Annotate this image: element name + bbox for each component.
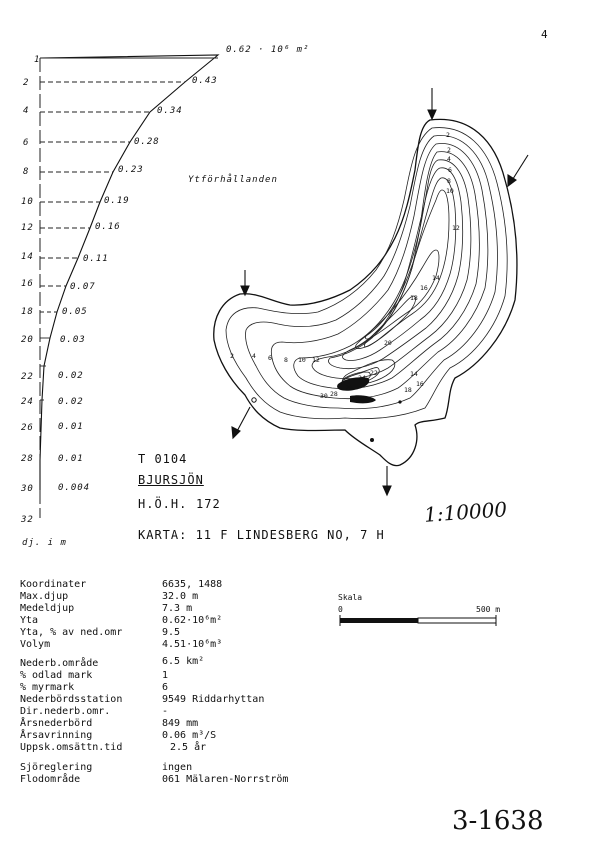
area-label: 0.02 — [58, 371, 84, 381]
depth-tick: 22 — [21, 372, 34, 382]
depth-tick: 28 — [21, 454, 34, 464]
contour-label: 8 — [284, 356, 288, 364]
depth-tick: 20 — [21, 335, 34, 345]
area-label: 0.19 — [104, 196, 130, 206]
param-label: Uppsk.omsättn.tid — [20, 742, 123, 753]
depth-tick: 2 — [23, 78, 30, 88]
contour-label: 2 — [447, 146, 451, 154]
contour-label: 4 — [252, 352, 256, 360]
contour-label: 24 — [358, 374, 366, 382]
param-label: Årsavrinning — [20, 730, 93, 741]
area-label: 0.05 — [62, 307, 88, 317]
param-value: 32.0 m — [162, 591, 199, 602]
area-label: 0.34 — [157, 106, 183, 116]
archive-number: 3-1638 — [452, 806, 544, 836]
contour-label: 6 — [448, 166, 452, 174]
param-label: Sjöreglering — [20, 762, 93, 773]
param-label: Volym — [20, 639, 51, 650]
param-value: 7.3 m — [162, 603, 193, 614]
scale-end: 500 m — [476, 605, 501, 614]
contour-label: 4 — [447, 155, 451, 163]
area-label: 0.01 — [58, 454, 84, 464]
depth-tick: 26 — [21, 423, 34, 433]
param-value: ingen — [162, 762, 193, 773]
contour-label: 8 — [447, 177, 451, 185]
contour-label: 14 — [432, 274, 440, 282]
contour-label: 20 — [384, 339, 392, 347]
param-label: Dir.nederb.omr. — [20, 706, 111, 717]
param-value: 4.51·10⁶m³ — [162, 639, 223, 650]
contour-label: 10 — [298, 356, 306, 364]
contour-label: 12 — [312, 356, 320, 364]
param-label: Medeldjup — [20, 603, 75, 614]
param-value: 0.62·10⁶m² — [162, 615, 223, 626]
deepest-zone — [337, 377, 376, 403]
map-scale-note: 1:10000 — [423, 497, 508, 527]
area-label: 0.62 · 10⁶ m² — [226, 45, 310, 55]
param-label: Nederb.område — [20, 658, 99, 669]
axis-note: dj. i m — [22, 538, 67, 548]
param-value: 061 Mälaren-Norrström — [162, 774, 289, 785]
hoh-value: 172 — [196, 497, 221, 511]
param-label: Yta, % av ned.omr — [20, 627, 123, 638]
param-value: 6635, 1488 — [162, 579, 223, 590]
depth-tick: 24 — [21, 397, 34, 407]
contour-label: 2 — [230, 352, 234, 360]
contour-label: 18 — [404, 386, 412, 394]
contour-label: 22 — [370, 369, 378, 377]
param-value: 9.5 — [162, 627, 181, 638]
area-label: 0.03 — [60, 335, 86, 345]
area-label: 0.23 — [118, 165, 144, 175]
scale-bar — [335, 614, 515, 630]
contour-label: 2 — [446, 131, 450, 139]
page-number: 4 — [541, 28, 548, 41]
depth-tick: 16 — [21, 279, 34, 289]
hoh-label: H.Ö.H. — [138, 497, 188, 511]
param-label: Koordinater — [20, 579, 87, 590]
param-value: 2.5 år — [170, 742, 207, 753]
param-label: % odlad mark — [20, 670, 93, 681]
contour-label: 26 — [345, 384, 353, 392]
contour-label: 16 — [416, 380, 424, 388]
area-label: 0.01 — [58, 422, 84, 432]
contour-label: 18 — [410, 294, 418, 302]
area-label: 0.16 — [95, 222, 121, 232]
param-value: 1 — [162, 670, 169, 681]
param-label: Yta — [20, 615, 39, 626]
area-label: 0.02 — [58, 397, 84, 407]
contour-label: 14 — [410, 370, 418, 378]
scale-start: 0 — [338, 605, 343, 614]
depth-tick: 30 — [21, 484, 34, 494]
ytforhallanden-label: Ytförhållanden — [188, 175, 278, 185]
karta-line: KARTA: 11 F LINDESBERG NO, 7 H — [138, 528, 385, 542]
lake-shoreline — [214, 119, 517, 465]
depth-tick: 12 — [21, 223, 34, 233]
lake-name: BJURSJÖN — [138, 473, 204, 487]
area-label: 0.07 — [70, 282, 96, 292]
param-label: Flodområde — [20, 774, 81, 785]
param-value: 849 mm — [162, 718, 199, 729]
depth-tick: 1 — [34, 55, 41, 65]
param-label: % myrmark — [20, 682, 75, 693]
param-label: Årsnederbörd — [20, 718, 93, 729]
depth-tick: 4 — [23, 106, 30, 116]
depth-tick: 18 — [21, 307, 34, 317]
contour-label: 10 — [446, 187, 454, 195]
param-value: 0.06 m³/S — [162, 730, 217, 741]
param-label: Max.djup — [20, 591, 69, 602]
depth-contours — [226, 128, 507, 419]
scale-title: Skala — [338, 593, 363, 602]
depth-tick: 14 — [21, 252, 34, 262]
lake-code: T 0104 — [138, 452, 188, 466]
contour-label: 28 — [330, 390, 338, 398]
area-label: 0.11 — [83, 254, 109, 264]
depth-tick: 8 — [23, 167, 30, 177]
param-value: 6 — [162, 682, 169, 693]
param-value: 6.5 km² — [162, 656, 205, 667]
contour-label: 12 — [452, 224, 460, 232]
contour-label: 6 — [268, 354, 272, 362]
depth-tick: 32 — [21, 515, 34, 525]
contour-label: 16 — [420, 284, 428, 292]
depth-tick: 10 — [21, 197, 34, 207]
param-label: Nederbördsstation — [20, 694, 123, 705]
depth-tick: 6 — [23, 138, 30, 148]
param-value: - — [162, 706, 169, 717]
param-value: 9549 Riddarhyttan — [162, 694, 265, 705]
area-label: 0.43 — [192, 76, 218, 86]
area-label: 0.004 — [58, 483, 91, 493]
contour-label: 30 — [320, 392, 328, 400]
area-label: 0.28 — [134, 137, 160, 147]
